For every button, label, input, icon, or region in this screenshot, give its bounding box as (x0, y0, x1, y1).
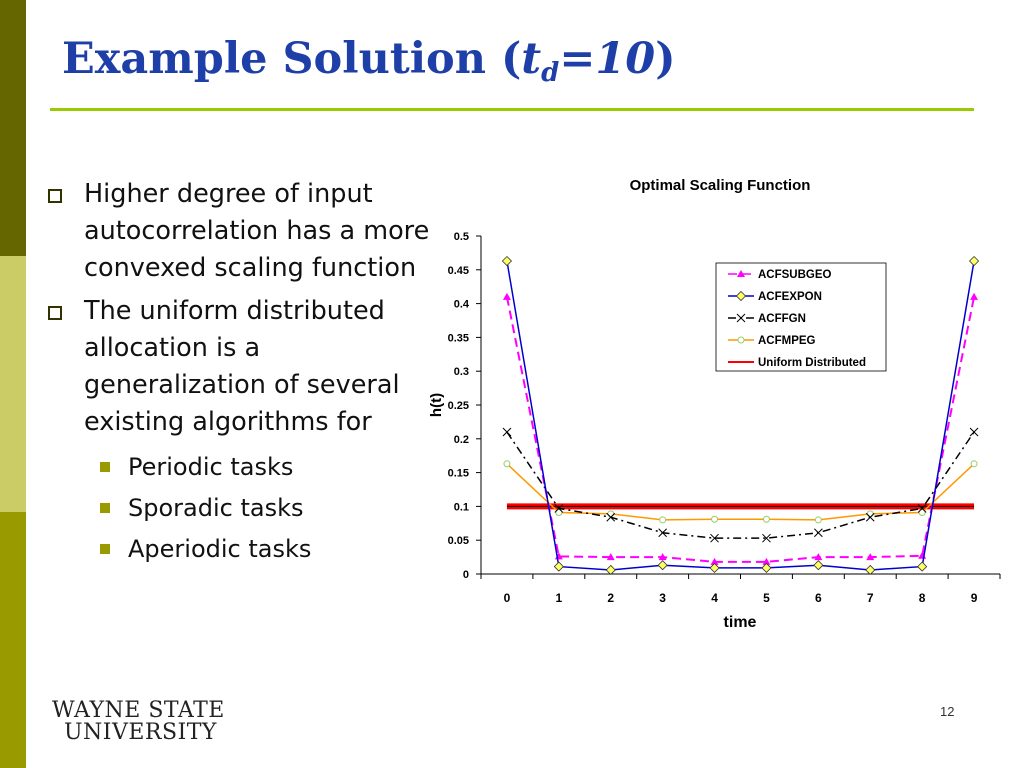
x-tick-label: 7 (866, 591, 874, 605)
y-axis-label: h(t) (428, 392, 445, 418)
diamond-marker (606, 565, 615, 574)
y-tick-label: 0.25 (447, 400, 469, 412)
y-tick-label: 0 (462, 569, 469, 581)
x-marker (814, 529, 822, 537)
circle-marker (971, 461, 977, 467)
circle-marker (660, 517, 666, 523)
slide-number: 12 (940, 704, 955, 719)
legend-label: ACFEXPON (758, 291, 822, 303)
x-axis-label: time (723, 614, 757, 631)
circle-marker (608, 511, 614, 517)
y-tick-label: 0.45 (447, 264, 469, 277)
circle-marker (867, 511, 873, 517)
circle-marker (738, 337, 744, 343)
x-tick-label: 9 (970, 591, 978, 605)
chart-title: Optimal Scaling Function (629, 177, 811, 194)
y-tick-label: 0.5 (453, 231, 469, 243)
y-tick-label: 0.1 (453, 501, 469, 514)
x-tick-label: 8 (918, 591, 926, 605)
legend-label: ACFMPEG (758, 335, 816, 347)
x-tick-label: 5 (763, 591, 770, 605)
series-acffgn (503, 428, 978, 542)
y-tick-label: 0.3 (453, 366, 469, 379)
y-tick-label: 0.35 (447, 332, 469, 345)
legend-label: Uniform Distributed (758, 357, 866, 369)
series-acfmpeg (504, 461, 977, 523)
circle-marker (815, 517, 821, 523)
y-tick-label: 0.05 (447, 535, 469, 548)
circle-marker (504, 461, 510, 467)
triangle-marker (503, 293, 511, 300)
x-tick-label: 2 (607, 591, 615, 605)
sub-bullet-item: Aperiodic tasks (44, 529, 434, 570)
university-logo: WAYNE STATE UNIVERSITY (52, 698, 225, 745)
diamond-marker (918, 562, 927, 571)
diamond-marker (658, 561, 667, 570)
triangle-marker (970, 293, 978, 300)
slide-title: Example Solution $(t_d=10)$ (62, 34, 676, 88)
diamond-marker (814, 561, 823, 570)
diamond-marker (866, 565, 875, 574)
bullet-item: The uniform distributed allocation is a generalization of several existing algorithms for (44, 293, 434, 441)
y-tick-label: 0.4 (453, 298, 469, 311)
diamond-marker (554, 562, 563, 571)
y-tick-label: 0.15 (447, 467, 469, 480)
legend-label: ACFSUBGEO (758, 269, 832, 281)
x-tick-label: 6 (815, 591, 822, 605)
x-tick-label: 3 (659, 591, 666, 605)
sub-bullet-item: Periodic tasks (44, 447, 434, 488)
legend-label: ACFFGN (758, 313, 806, 325)
y-tick-label: 0.2 (453, 433, 469, 446)
sub-bullet-item: Sporadic tasks (44, 488, 434, 529)
x-tick-label: 0 (503, 591, 511, 605)
x-marker (970, 428, 978, 436)
x-marker (503, 428, 511, 436)
diamond-marker (502, 257, 511, 266)
circle-marker (712, 516, 718, 522)
x-tick-label: 4 (711, 591, 718, 605)
bullet-item: Higher degree of input autocorrelation has a more convexed scaling function (44, 176, 434, 287)
x-tick-label: 1 (555, 591, 563, 605)
series-line (507, 432, 974, 538)
circle-marker (763, 516, 769, 522)
diamond-marker (970, 257, 979, 266)
